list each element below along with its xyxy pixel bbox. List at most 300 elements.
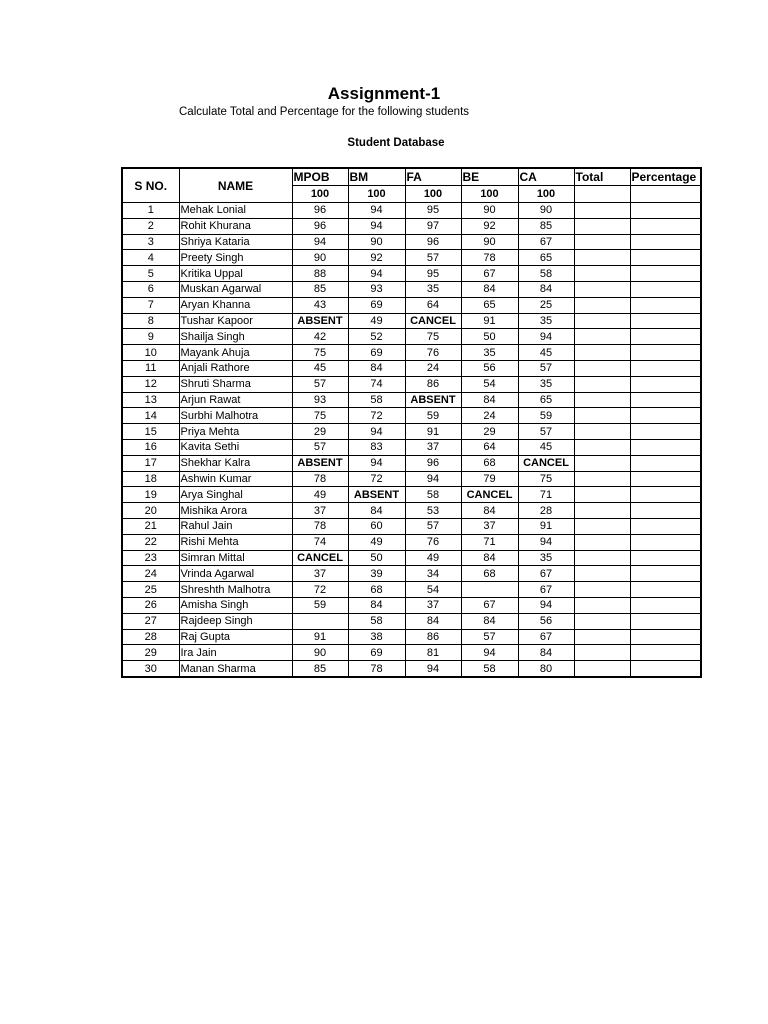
total-cell [574, 518, 630, 534]
mark-cell: CANCEL [461, 487, 518, 503]
mark-cell: 78 [348, 661, 405, 677]
total-cell [574, 266, 630, 282]
mark-cell: 57 [518, 360, 574, 376]
mark-cell: 92 [348, 250, 405, 266]
mark-cell: 76 [405, 534, 461, 550]
mark-cell: 45 [518, 345, 574, 361]
mark-cell: 71 [518, 487, 574, 503]
percentage-cell [630, 550, 701, 566]
percentage-cell [630, 534, 701, 550]
mark-cell: 93 [292, 392, 348, 408]
mark-cell: ABSENT [292, 455, 348, 471]
total-cell [574, 376, 630, 392]
mark-cell: 71 [461, 534, 518, 550]
mark-cell: 24 [461, 408, 518, 424]
mark-cell: 35 [405, 281, 461, 297]
mark-cell: 56 [461, 360, 518, 376]
table-row [122, 518, 701, 534]
mark-cell: 72 [292, 582, 348, 598]
mark-cell: 58 [461, 661, 518, 677]
subject-header-bm: BM [348, 168, 405, 186]
mark-cell: 49 [405, 550, 461, 566]
percentage-cell [630, 250, 701, 266]
percentage-cell [630, 661, 701, 677]
mark-cell: 79 [461, 471, 518, 487]
name-cell: Mayank Ahuja [179, 345, 292, 361]
percentage-max-cell [630, 186, 701, 203]
mark-cell: 96 [405, 234, 461, 250]
mark-cell: 83 [348, 439, 405, 455]
mark-cell: 43 [292, 297, 348, 313]
mark-cell: 84 [461, 392, 518, 408]
total-cell [574, 329, 630, 345]
total-cell [574, 297, 630, 313]
sno-cell: 24 [122, 566, 179, 582]
mark-cell: 37 [405, 439, 461, 455]
total-cell [574, 281, 630, 297]
mark-cell: 84 [348, 597, 405, 613]
table-body [122, 203, 701, 677]
mark-cell: 53 [405, 503, 461, 519]
total-cell [574, 203, 630, 219]
name-cell: Vrinda Agarwal [179, 566, 292, 582]
total-cell [574, 566, 630, 582]
total-cell [574, 582, 630, 598]
sno-cell: 5 [122, 266, 179, 282]
total-cell [574, 218, 630, 234]
percentage-cell [630, 424, 701, 440]
mark-cell: 84 [461, 613, 518, 629]
mark-cell: 78 [461, 250, 518, 266]
mark-cell: CANCEL [405, 313, 461, 329]
mark-cell: 65 [461, 297, 518, 313]
mark-cell: 35 [518, 376, 574, 392]
mark-cell: 58 [405, 487, 461, 503]
name-cell: Rishi Mehta [179, 534, 292, 550]
total-cell [574, 503, 630, 519]
sno-cell: 9 [122, 329, 179, 345]
mark-cell: 38 [348, 629, 405, 645]
percentage-cell [630, 218, 701, 234]
mark-cell: 59 [518, 408, 574, 424]
mark-cell: 84 [461, 503, 518, 519]
sno-cell: 25 [122, 582, 179, 598]
mark-cell: 72 [348, 408, 405, 424]
name-cell: Shekhar Kalra [179, 455, 292, 471]
mark-cell: 85 [518, 218, 574, 234]
table-row [122, 471, 701, 487]
mark-cell: 49 [348, 313, 405, 329]
sno-cell: 11 [122, 360, 179, 376]
mark-cell: 96 [405, 455, 461, 471]
mark-cell: 90 [292, 250, 348, 266]
mark-cell: CANCEL [292, 550, 348, 566]
name-cell: Shailja Singh [179, 329, 292, 345]
name-cell: Aryan Khanna [179, 297, 292, 313]
sno-cell: 2 [122, 218, 179, 234]
mark-cell: 35 [518, 313, 574, 329]
sno-cell: 1 [122, 203, 179, 219]
sno-cell: 15 [122, 424, 179, 440]
mark-cell: 84 [461, 550, 518, 566]
mark-cell [292, 613, 348, 629]
mark-cell: 68 [461, 455, 518, 471]
mark-cell: 29 [461, 424, 518, 440]
mark-cell: 90 [518, 203, 574, 219]
mark-cell: 91 [405, 424, 461, 440]
mark-cell: ABSENT [405, 392, 461, 408]
total-cell [574, 345, 630, 361]
mark-cell: 78 [292, 471, 348, 487]
mark-cell: 86 [405, 376, 461, 392]
mark-cell: 84 [348, 503, 405, 519]
mark-cell: 75 [292, 408, 348, 424]
mark-cell: 90 [461, 203, 518, 219]
page-title: Assignment-1 [327, 84, 441, 103]
sno-cell: 28 [122, 629, 179, 645]
table-row [122, 360, 701, 376]
mark-cell: 49 [292, 487, 348, 503]
sno-cell: 29 [122, 645, 179, 661]
table-row [122, 629, 701, 645]
mark-cell: 39 [348, 566, 405, 582]
sno-cell: 3 [122, 234, 179, 250]
table-row [122, 534, 701, 550]
max-marks-fa: 100 [405, 186, 461, 203]
table-row [122, 313, 701, 329]
mark-cell: 57 [405, 250, 461, 266]
name-cell: Shriya Kataria [179, 234, 292, 250]
sno-cell: 17 [122, 455, 179, 471]
table-row [122, 455, 701, 471]
mark-cell: 37 [292, 503, 348, 519]
sno-cell: 4 [122, 250, 179, 266]
mark-cell: 59 [405, 408, 461, 424]
mark-cell: 94 [348, 218, 405, 234]
mark-cell: 90 [292, 645, 348, 661]
mark-cell: 67 [518, 234, 574, 250]
mark-cell: 97 [405, 218, 461, 234]
mark-cell: 78 [292, 518, 348, 534]
mark-cell: 35 [461, 345, 518, 361]
name-cell: Surbhi Malhotra [179, 408, 292, 424]
sno-cell: 13 [122, 392, 179, 408]
mark-cell: 84 [518, 281, 574, 297]
mark-cell: 91 [461, 313, 518, 329]
mark-cell: CANCEL [518, 455, 574, 471]
name-cell: Anjali Rathore [179, 360, 292, 376]
name-cell: Mishika Arora [179, 503, 292, 519]
mark-cell: 90 [348, 234, 405, 250]
mark-cell: 59 [292, 597, 348, 613]
percentage-cell [630, 329, 701, 345]
mark-cell: 34 [405, 566, 461, 582]
mark-cell: 74 [348, 376, 405, 392]
mark-cell: 45 [292, 360, 348, 376]
sno-header: S NO. [122, 168, 179, 203]
percentage-cell [630, 203, 701, 219]
mark-cell: 88 [292, 266, 348, 282]
percentage-cell [630, 281, 701, 297]
total-cell [574, 487, 630, 503]
mark-cell: 94 [461, 645, 518, 661]
percentage-cell [630, 266, 701, 282]
percentage-cell [630, 629, 701, 645]
mark-cell: 84 [518, 645, 574, 661]
mark-cell [461, 582, 518, 598]
mark-cell: 84 [348, 360, 405, 376]
total-cell [574, 250, 630, 266]
mark-cell: 94 [348, 424, 405, 440]
mark-cell: 94 [348, 203, 405, 219]
mark-cell: 64 [461, 439, 518, 455]
name-cell: Arjun Rawat [179, 392, 292, 408]
percentage-header: Percentage [630, 168, 701, 186]
mark-cell: 57 [292, 439, 348, 455]
table-row [122, 424, 701, 440]
mark-cell: 67 [461, 597, 518, 613]
percentage-cell [630, 392, 701, 408]
mark-cell: 68 [348, 582, 405, 598]
mark-cell: 93 [348, 281, 405, 297]
sno-cell: 30 [122, 661, 179, 677]
percentage-cell [630, 439, 701, 455]
max-marks-mpob: 100 [292, 186, 348, 203]
mark-cell: 57 [292, 376, 348, 392]
percentage-cell [630, 645, 701, 661]
table-row [122, 503, 701, 519]
sno-cell: 6 [122, 281, 179, 297]
mark-cell: 25 [518, 297, 574, 313]
table-row [122, 613, 701, 629]
table-row [122, 408, 701, 424]
name-cell: Amisha Singh [179, 597, 292, 613]
sno-cell: 16 [122, 439, 179, 455]
total-cell [574, 534, 630, 550]
name-cell: Manan Sharma [179, 661, 292, 677]
name-cell: Kritika Uppal [179, 266, 292, 282]
percentage-cell [630, 376, 701, 392]
mark-cell: 72 [348, 471, 405, 487]
instructions: Calculate Total and Percentage for the following students [179, 106, 470, 118]
total-max-cell [574, 186, 630, 203]
name-cell: Raj Gupta [179, 629, 292, 645]
table-row [122, 392, 701, 408]
name-cell: Ira Jain [179, 645, 292, 661]
sno-cell: 14 [122, 408, 179, 424]
mark-cell: 80 [518, 661, 574, 677]
mark-cell: 94 [405, 661, 461, 677]
mark-cell: 91 [292, 629, 348, 645]
mark-cell: 67 [518, 629, 574, 645]
mark-cell: 94 [518, 329, 574, 345]
percentage-cell [630, 345, 701, 361]
mark-cell: 67 [518, 566, 574, 582]
mark-cell: 69 [348, 297, 405, 313]
table-row [122, 439, 701, 455]
mark-cell: 54 [461, 376, 518, 392]
sno-cell: 19 [122, 487, 179, 503]
percentage-cell [630, 613, 701, 629]
name-cell: Tushar Kapoor [179, 313, 292, 329]
table-row [122, 266, 701, 282]
max-marks-bm: 100 [348, 186, 405, 203]
mark-cell: 85 [292, 661, 348, 677]
name-cell: Kavita Sethi [179, 439, 292, 455]
mark-cell: 65 [518, 392, 574, 408]
table-row [122, 345, 701, 361]
subject-header-mpob: MPOB [292, 168, 348, 186]
percentage-cell [630, 487, 701, 503]
mark-cell: 96 [292, 218, 348, 234]
mark-cell: 42 [292, 329, 348, 345]
percentage-cell [630, 566, 701, 582]
total-cell [574, 597, 630, 613]
total-cell [574, 645, 630, 661]
percentage-cell [630, 408, 701, 424]
sno-cell: 7 [122, 297, 179, 313]
mark-cell: 84 [405, 613, 461, 629]
sno-cell: 20 [122, 503, 179, 519]
mark-cell: 52 [348, 329, 405, 345]
sno-cell: 18 [122, 471, 179, 487]
mark-cell: 94 [518, 597, 574, 613]
mark-cell: 68 [461, 566, 518, 582]
name-cell: Ashwin Kumar [179, 471, 292, 487]
name-cell: Rahul Jain [179, 518, 292, 534]
name-cell: Preety Singh [179, 250, 292, 266]
table-row [122, 550, 701, 566]
name-header: NAME [179, 168, 292, 203]
mark-cell: 50 [348, 550, 405, 566]
mark-cell: 67 [461, 266, 518, 282]
total-cell [574, 455, 630, 471]
name-cell: Priya Mehta [179, 424, 292, 440]
mark-cell: 86 [405, 629, 461, 645]
mark-cell: 95 [405, 266, 461, 282]
sno-cell: 22 [122, 534, 179, 550]
mark-cell: 45 [518, 439, 574, 455]
percentage-cell [630, 597, 701, 613]
percentage-cell [630, 455, 701, 471]
subject-header-be: BE [461, 168, 518, 186]
mark-cell: 57 [461, 629, 518, 645]
total-cell [574, 392, 630, 408]
total-header: Total [574, 168, 630, 186]
table-row [122, 566, 701, 582]
name-cell: Rohit Khurana [179, 218, 292, 234]
percentage-cell [630, 503, 701, 519]
sno-cell: 12 [122, 376, 179, 392]
mark-cell: 54 [405, 582, 461, 598]
sno-cell: 21 [122, 518, 179, 534]
mark-cell: 74 [292, 534, 348, 550]
mark-cell: 29 [292, 424, 348, 440]
mark-cell: ABSENT [348, 487, 405, 503]
mark-cell: 81 [405, 645, 461, 661]
mark-cell: 94 [518, 534, 574, 550]
subject-header-ca: CA [518, 168, 574, 186]
mark-cell: 37 [292, 566, 348, 582]
subject-header-fa: FA [405, 168, 461, 186]
percentage-cell [630, 297, 701, 313]
table-row [122, 234, 701, 250]
mark-cell: 94 [405, 471, 461, 487]
table-row [122, 661, 701, 677]
mark-cell: 94 [348, 266, 405, 282]
mark-cell: 69 [348, 645, 405, 661]
table-row [122, 250, 701, 266]
name-cell: Simran Mittal [179, 550, 292, 566]
mark-cell: 92 [461, 218, 518, 234]
total-cell [574, 360, 630, 376]
mark-cell: 94 [292, 234, 348, 250]
total-cell [574, 439, 630, 455]
mark-cell: 28 [518, 503, 574, 519]
name-cell: Rajdeep Singh [179, 613, 292, 629]
total-cell [574, 408, 630, 424]
mark-cell: 35 [518, 550, 574, 566]
sno-cell: 10 [122, 345, 179, 361]
total-cell [574, 234, 630, 250]
name-cell: Shruti Sharma [179, 376, 292, 392]
mark-cell: 94 [348, 455, 405, 471]
mark-cell: 75 [518, 471, 574, 487]
total-cell [574, 471, 630, 487]
table-row [122, 329, 701, 345]
mark-cell: 37 [461, 518, 518, 534]
table-row [122, 376, 701, 392]
sno-cell: 8 [122, 313, 179, 329]
percentage-cell [630, 582, 701, 598]
mark-cell: 58 [518, 266, 574, 282]
table-row [122, 645, 701, 661]
name-cell: Arya Singhal [179, 487, 292, 503]
percentage-cell [630, 518, 701, 534]
mark-cell: 75 [405, 329, 461, 345]
total-cell [574, 550, 630, 566]
mark-cell: 95 [405, 203, 461, 219]
mark-cell: 85 [292, 281, 348, 297]
mark-cell: 90 [461, 234, 518, 250]
total-cell [574, 629, 630, 645]
percentage-cell [630, 234, 701, 250]
name-cell: Muskan Agarwal [179, 281, 292, 297]
mark-cell: 37 [405, 597, 461, 613]
mark-cell: 96 [292, 203, 348, 219]
mark-cell: 91 [518, 518, 574, 534]
mark-cell: 57 [405, 518, 461, 534]
total-cell [574, 424, 630, 440]
mark-cell: 69 [348, 345, 405, 361]
table-row [122, 582, 701, 598]
table-row [122, 597, 701, 613]
table-row [122, 203, 701, 219]
max-marks-be: 100 [461, 186, 518, 203]
mark-cell: ABSENT [292, 313, 348, 329]
name-cell: Shreshth Malhotra [179, 582, 292, 598]
sno-cell: 23 [122, 550, 179, 566]
mark-cell: 24 [405, 360, 461, 376]
mark-cell: 60 [348, 518, 405, 534]
total-cell [574, 313, 630, 329]
table-row [122, 218, 701, 234]
name-cell: Mehak Lonial [179, 203, 292, 219]
table-row [122, 281, 701, 297]
mark-cell: 64 [405, 297, 461, 313]
percentage-cell [630, 471, 701, 487]
mark-cell: 84 [461, 281, 518, 297]
